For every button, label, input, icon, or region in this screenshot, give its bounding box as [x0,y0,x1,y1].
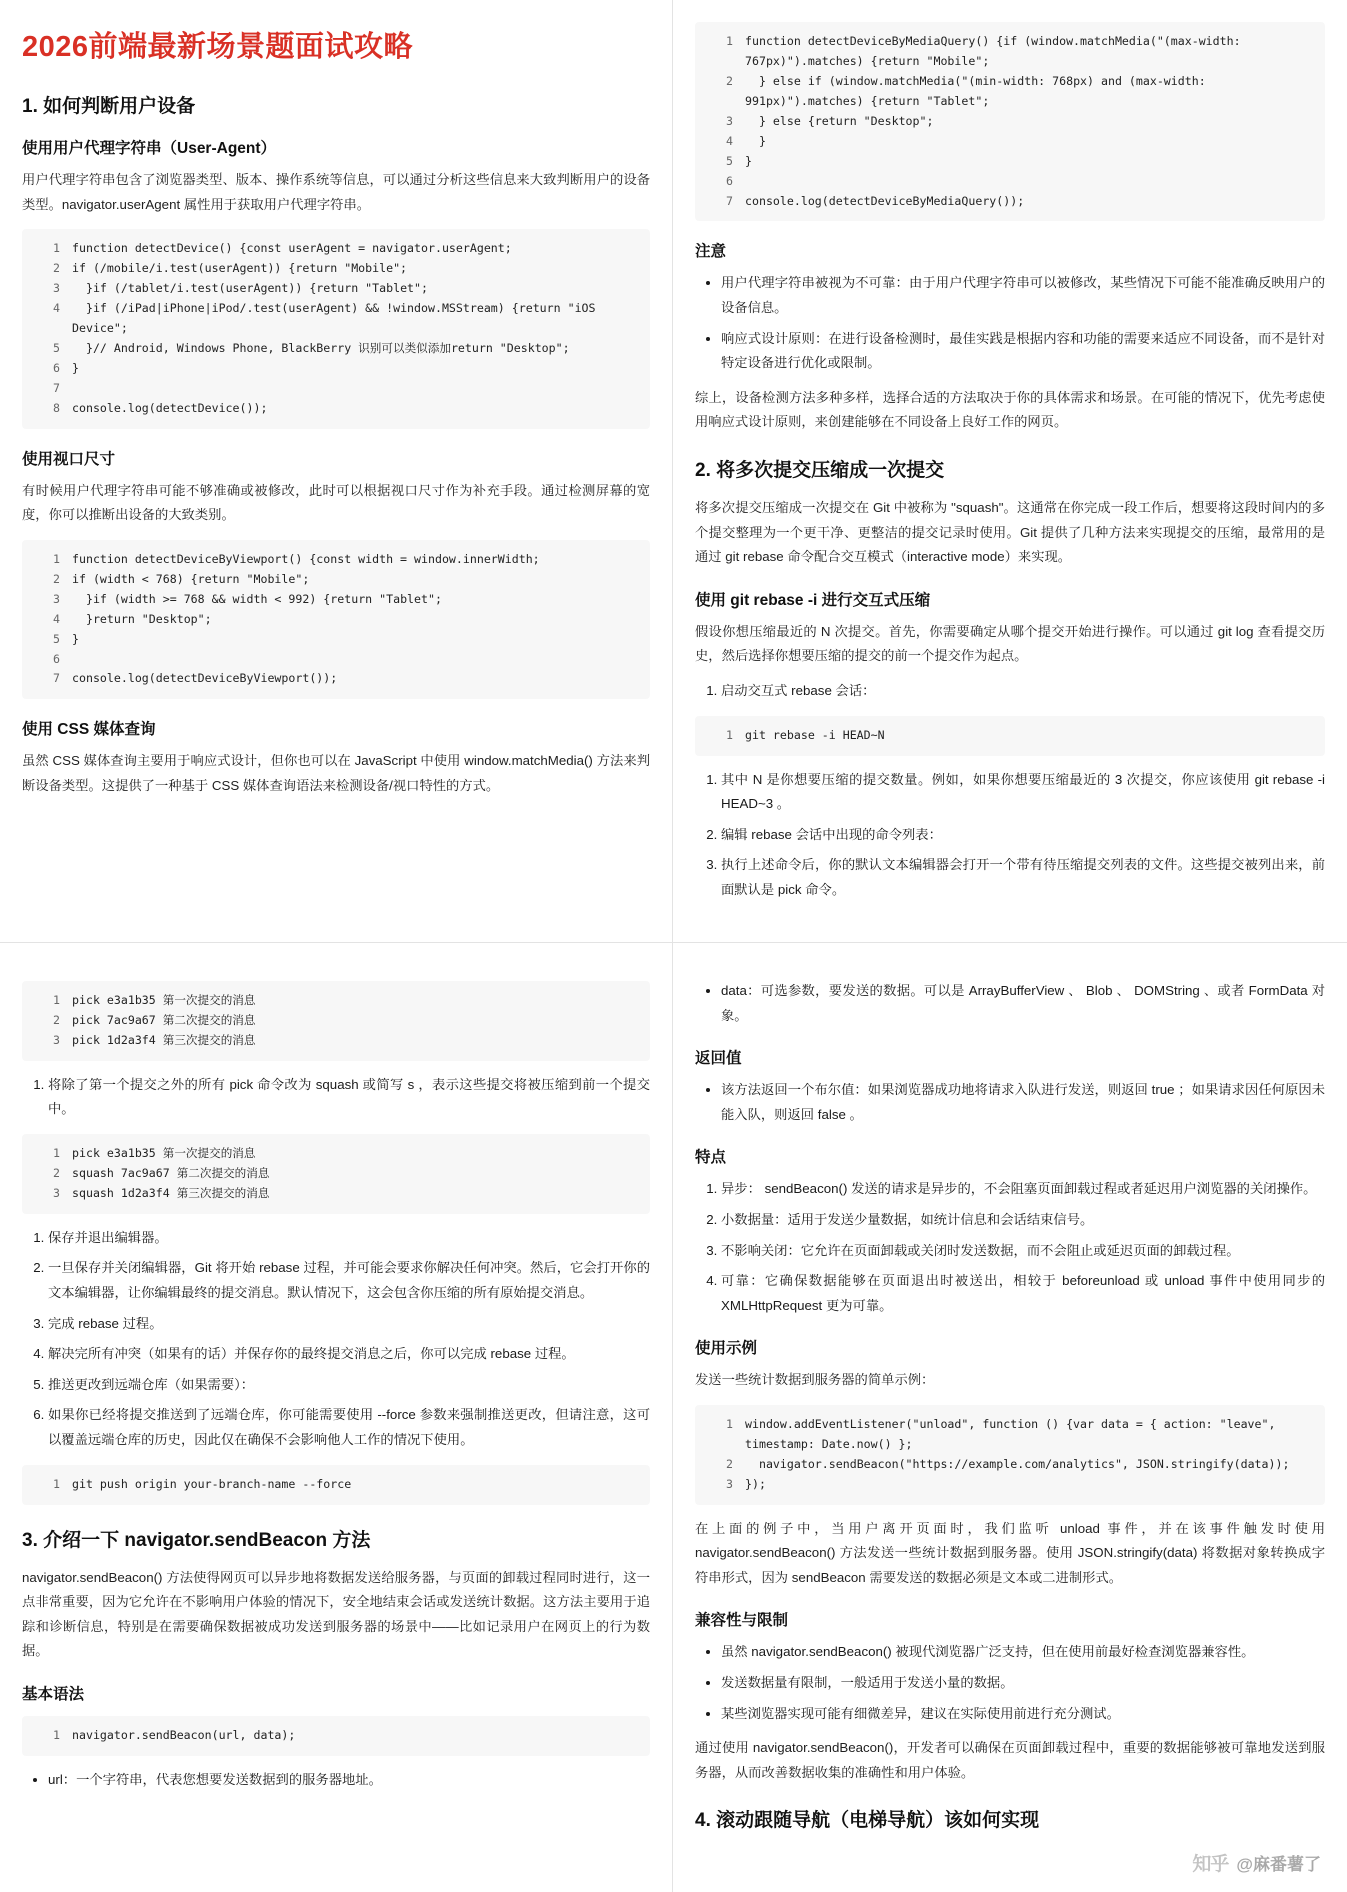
paragraph-example-explain: 在上面的例子中，当用户离开页面时，我们监听 unload 事件，并在该事件触发时使用 navigator.sendBeacon() 方法发送一些统计数据到服务器。使用 JSON.stringify(data) 将数据对象转换成字符串形式，因为 sendBeacon 需要发送的数据必须是文本或二进制形式。 [695,1520,1325,1585]
subheading-viewport: 使用视口尺寸 [22,450,116,468]
paragraph-rebase-intro: 假设你想压缩最近的 N 次提交。首先，你需要确定从哪个提交开始进行操作。可以通过 git log 查看提交历史，然后选择你想要压缩的提交的前一个提交作为起点。 [695,623,1325,664]
list-rebase-start [695,679,1325,704]
list-notes [695,271,1325,375]
column-top-right [673,0,1347,943]
code-block-detect-device: 1 function detectDevice() {const userAgent = navigator.userAgent; 2 if (/mobile/i.test(userAgent)) {return "Mobile"; 3 }if (/tablet/i.test(userAgent)) {return "Tablet"; 4 }if (/iPad|iPhone|iPod/.test(userAgent) && !window.MSStream) {return "iOS Device"; 5 }// Android, Windows Phone, BlackBerry 识别可以类似添加return "Desktop"; 6 } 7 8 console.log(detectDevice()); [22,229,650,428]
subheading-media-query: 使用 CSS 媒体查询 [22,721,156,739]
list-return-value [695,1078,1325,1127]
subheading-compatibility: 兼容性与限制 [695,1612,789,1630]
subheading-user-agent: 使用用户代理字符串（User-Agent） [22,140,277,157]
list-item: 1. 启动交互式 rebase 会话： [721,679,1325,704]
list-item: 6. 如果你已经将提交推送到了远端仓库，你可能需要使用 --force 参数来强制推送更改，但请注意，这可以覆盖远端仓库的历史，因此仅在确保不会影响他人工作的情况下使用。 [48,1403,650,1452]
watermark-username: @麻番薯了 [1236,1855,1321,1874]
list-item: • 响应式设计原则：在进行设备检测时，最佳实践是根据内容和功能的需要来适应不同设备，而不是针对特定设备进行优化或限制。 [721,327,1325,376]
paragraph-viewport: 有时候用户代理字符串可能不够准确或被修改，此时可以根据视口尺寸作为补充手段。通过检测屏幕的宽度，你可以推断出设备的大致类别。 [22,482,650,523]
code-block-detect-viewport: 1 function detectDeviceByViewport() {const width = window.innerWidth; 2 if (width < 768) {return "Mobile"; 3 }if (width >= 768 && width < 992) {return "Tablet"; 4 }return "Desktop"; 5 } 6 7 console.log(detectDeviceByViewport()); [22,540,650,700]
watermark [1192,1849,1321,1876]
code-block-squash-list: 1 pick e3a1b35 第一次提交的消息 2 squash 7ac9a67 第二次提交的消息 3 squash 1d2a3f4 第三次提交的消息 [22,1134,650,1214]
section-heading-1: 1. 如何判断用户设备 [22,96,196,117]
subheading-usage-example: 使用示例 [695,1340,758,1358]
code-block-media-query: 1 function detectDeviceByMediaQuery() {if (window.matchMedia("(max-width: 767px)").matches) {return "Mobile"; 2 } else if (window.matchMedia("(min-width: 768px) and (max-width: 991px)").matches) {return "Tablet"; 3 } else {return "Desktop"; 4 } 5 } 6 7 console.log(detectDeviceByMediaQuery()); [695,22,1325,221]
list-params [22,1768,650,1793]
list-features [695,1177,1325,1318]
list-item: 3. 不影响关闭：它允许在页面卸载或关闭时发送数据，而不会阻止或延迟页面的卸载过程。 [721,1239,1325,1264]
list-item: • 虽然 navigator.sendBeacon() 被现代浏览器广泛支持，但在使用前最好检查浏览器兼容性。 [721,1640,1325,1665]
list-item: 2. 一旦保存并关闭编辑器，Git 将开始 rebase 过程，并可能会要求你解决任何冲突。然后，它会打开你的文本编辑器，让你编辑最终的提交消息。默认情况下，这会包含你压缩的所有原始提交消息。 [48,1256,650,1305]
list-item: • url：一个字符串，代表您想要发送数据到的服务器地址。 [48,1768,650,1793]
code-block-sendbeacon-example: 1 window.addEventListener("unload", function () {var data = { action: "leave", timestamp: Date.now() }; 2 navigator.sendBeacon("https://example.com/analytics", JSON.stringify(data)); 3 }); [695,1405,1325,1505]
list-item: • 发送数据量有限制，一般适用于发送小量的数据。 [721,1671,1325,1696]
column-top-left [0,0,673,943]
list-item: • 该方法返回一个布尔值：如果浏览器成功地将请求入队进行发送，则返回 true ；如果请求因任何原因未能入队，则返回 false 。 [721,1078,1325,1127]
paragraph-sendbeacon-intro: navigator.sendBeacon() 方法使得网页可以异步地将数据发送给服务器，与页面的卸载过程同时进行，这一点非常重要，因为它允许在不影响用户体验的情况下，安全地结束会话或发送统计数据。这方法主要用于追踪和诊断信息，特别是在需要确保数据被成功发送到服务器的场景中——比如记录用户在网页上的行为数据。 [22,1569,650,1659]
code-block-pick-list: 1 pick e3a1b35 第一次提交的消息 2 pick 7ac9a67 第二次提交的消息 3 pick 1d2a3f4 第三次提交的消息 [22,981,650,1061]
column-bottom-left [0,943,673,1892]
document-title: 2026前端最新场景题面试攻略 [22,31,414,63]
subheading-notes: 注意 [695,243,727,261]
list-item: 1. 其中 N 是你想要压缩的提交数量。例如，如果你想要压缩最近的 3 次提交，你应该使用 git rebase -i HEAD~3 。 [721,768,1325,817]
list-rebase-finish [22,1226,650,1453]
subheading-return-value: 返回值 [695,1050,742,1068]
subheading-features: 特点 [695,1149,727,1167]
list-item: • data：可选参数，要发送的数据。可以是 ArrayBufferView 、 Blob 、 DOMString 、或者 FormData 对象。 [721,979,1325,1028]
list-item: 3. 执行上述命令后，你的默认文本编辑器会打开一个带有待压缩提交列表的文件。这些提交被列出来，前面默认是 pick 命令。 [721,853,1325,902]
paragraph-squash-intro: 将多次提交压缩成一次提交在 Git 中被称为 "squash"。这通常在你完成一段工作后，想要将这段时间内的多个提交整理为一个更干净、更整洁的提交记录时使用。Git 提供了几种方法来实现提交的压缩，最常用的是通过 git rebase 命令配合交互模式（interactive mode）来实现。 [695,500,1325,565]
list-item: 2. 编辑 rebase 会话中出现的命令列表： [721,823,1325,848]
code-block-rebase-command: 1 git rebase -i HEAD~N [695,716,1325,756]
section-heading-4: 4. 滚动跟随导航（电梯导航）该如何实现 [695,1810,1040,1832]
list-item: 5. 推送更改到远端仓库（如果需要）： [48,1373,650,1398]
code-block-sendbeacon-syntax: 1 navigator.sendBeacon(url, data); [22,1716,650,1756]
paragraph-media-query: 虽然 CSS 媒体查询主要用于响应式设计，但你也可以在 JavaScript 中使用 window.matchMedia() 方法来判断设备类型。这提供了一种基于 CSS 媒体查询语法来检测设备/视口特性的方式。 [22,753,650,793]
list-item: • 某些浏览器实现可能有细微差异，建议在实际使用前进行充分测试。 [721,1702,1325,1727]
paragraph-conclusion: 通过使用 navigator.sendBeacon()，开发者可以确保在页面卸载过程中，重要的数据能够被可靠地发送到服务器，从而改善数据收集的准确性和用户体验。 [695,1740,1325,1780]
list-item: • 用户代理字符串被视为不可靠：由于用户代理字符串可以被修改，某些情况下可能不能准确反映用户的设备信息。 [721,271,1325,320]
section-heading-3: 3. 介绍一下 navigator.sendBeacon 方法 [22,1529,371,1551]
section-heading-2: 2. 将多次提交压缩成一次提交 [695,460,945,481]
paragraph-usage-example: 发送一些统计数据到服务器的简单示例： [695,1372,935,1388]
column-bottom-right [673,943,1347,1892]
list-item: 1. 保存并退出编辑器。 [48,1226,650,1251]
list-item: 3. 完成 rebase 过程。 [48,1312,650,1337]
paragraph-user-agent: 用户代理字符串包含了浏览器类型、版本、操作系统等信息，可以通过分析这些信息来大致判断用户的设备类型。navigator.userAgent 属性用于获取用户代理字符串。 [22,172,650,212]
list-item: 4. 可靠：它确保数据能够在页面退出时被送出，相较于 beforeunload 或 unload 事件中使用同步的 XMLHttpRequest 更为可靠。 [721,1269,1325,1318]
list-item: 1. 将除了第一个提交之外的所有 pick 命令改为 squash 或简写 s ，表示这些提交将被压缩到前一个提交中。 [48,1073,650,1122]
list-rebase-steps [695,768,1325,903]
list-item: 4. 解决完所有冲突（如果有的话）并保存你的最终提交消息之后，你可以完成 rebase 过程。 [48,1342,650,1367]
list-compatibility [695,1640,1325,1726]
list-squash-instruction [22,1073,650,1122]
subheading-rebase-interactive: 使用 git rebase -i 进行交互式压缩 [695,591,931,609]
list-params-data [695,979,1325,1028]
zhihu-logo: 知乎 [1192,1854,1229,1875]
subheading-basic-syntax: 基本语法 [22,1685,85,1703]
list-item: 1. 异步： sendBeacon() 发送的请求是异步的，不会阻塞页面卸载过程或者延迟用户浏览器的关闭操作。 [721,1177,1325,1202]
code-block-git-push: 1 git push origin your-branch-name --force [22,1465,650,1505]
paragraph-summary: 综上，设备检测方法多种多样，选择合适的方法取决于你的具体需求和场景。在可能的情况下，优先考虑使用响应式设计原则，来创建能够在不同设备上良好工作的网页。 [695,389,1325,430]
list-item: 2. 小数据量：适用于发送少量数据，如统计信息和会话结束信号。 [721,1208,1325,1233]
